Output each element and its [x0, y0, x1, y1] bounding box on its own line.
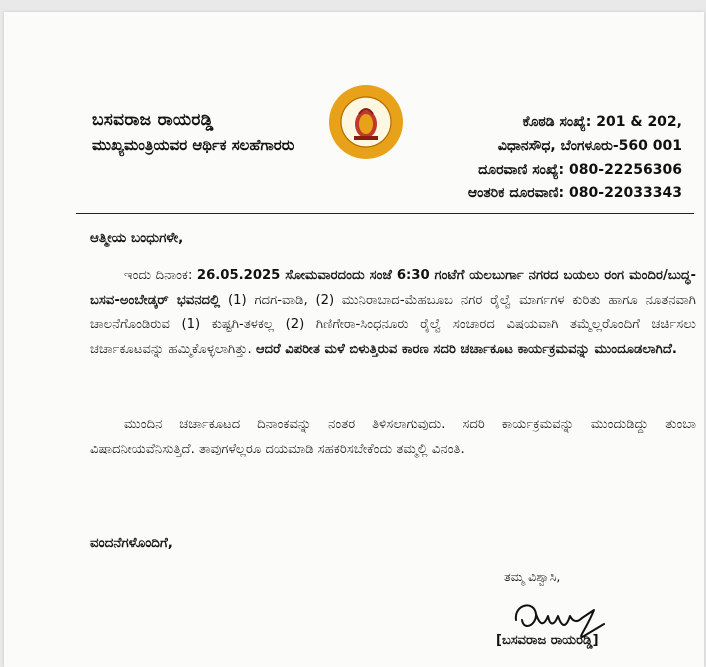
closing: ವಂದನೆಗಳೊಂದಿಗೆ,	[90, 535, 173, 551]
body-paragraph-2: ಮುಂದಿನ ಚರ್ಚಾಕೂಟದ ದಿನಾಂಕವನ್ನು ನಂತರ ತಿಳಿಸಲಾಗುವುದು. ಸದರಿ ಕಾರ್ಯಕ್ರಮವನ್ನು ಮುಂದುಡಿದ್ದು ತುಂಬಾ ವಿಷಾದನೀಯವೆನಿಸುತ್ತಿದೆ. ತಾವುಗಳೆಲ್ಲರೂ ದಯಮಾಡಿ ಸಹಕರಿಸಬೇಕೆಂದು ತಮ್ಮಲ್ಲಿ ವಿನಂತಿ.	[90, 417, 696, 457]
signatory-name: [ಬಸವರಾಜ ರಾಯರಡ್ಡಿ]	[496, 633, 599, 648]
salutation: ಆತ್ಮೀಯ ಬಂಧುಗಳೇ,	[90, 230, 184, 246]
phone-number: ದೂರವಾಣಿ ಸಂಖ್ಯೆ: 080-22256306	[478, 162, 682, 178]
para1-bold: 26.05.2025 ಸೋಮವಾರದಂದು ಸಂಜೆ 6:30 ಗಂಟೆಗೆ ಯಲಬುರ್ಗಾ ನಗರದ ಬಯಲು ರಂಗ ಮಂದಿರ/ಬುದ್ಧ-ಬಸವ-ಅಂಬೇಡ್ಕರ್ ಭವನದಲ್ಲಿ	[90, 268, 696, 308]
para1-rest: (1) ಗದಗ-ವಾಡಿ, (2) ಮುನಿರಾಬಾದ-ಮೆಹಬೂಬ ನಗರ ರೈಲ್ವೆ ಮಾರ್ಗಗಳ ಕುರಿತು ಹಾಗೂ ನೂತನವಾಗಿ ಚಾಲನೆಗೊಂಡಿರುವ (1) ಕುಷ್ಟಗಿ-ತಳಕಲ್ಲ (2) ಗಿಣಿಗೇರಾ-ಸಿಂಧನೂರು ರೈಲ್ವೆ ಸಂಚಾರದ ವಿಷಯವಾಗಿ ತಮ್ಮೆಲ್ಲರೊಂದಿಗೆ ಚರ್ಚಿಸಲು ಚರ್ಚಾಕೂಟವನ್ನು ಹಮ್ಮಿಕೊಳ್ಳಲಾಗಿತ್ತು.	[90, 292, 696, 357]
internal-phone-number: ಆಂತರಿಕ ದೂರವಾಣಿ: 080-22033343	[467, 185, 682, 201]
para1-lead: ಇಂದು ದಿನಾಂಕ:	[124, 268, 197, 283]
yours-faithfully: ತಮ್ಮ ವಿಶ್ವಾಸಿ,	[504, 569, 561, 584]
body-paragraph-1	[90, 264, 696, 362]
letterhead-page	[4, 12, 704, 667]
karnataka-emblem-icon	[328, 84, 404, 160]
para1-tail-bold: ಆದರೆ ವಿಪರೀತ ಮಳೆ ಬಿಳುತ್ತಿರುವ ಕಾರಣ ಸದರಿ ಚರ್ಚಾಕೂಟ ಕಾರ್ಯಕ್ರಮವನ್ನು ಮುಂದೂಡಲಾಗಿದೆ.	[255, 341, 677, 357]
sender-name: ಬಸವರಾಜ ರಾಯರಡ್ಡಿ	[92, 110, 214, 130]
office-room-number: ಕೊಠಡಿ ಸಂಖ್ಯೆ: 201 & 202,	[522, 114, 682, 130]
office-address: ವಿಧಾನಸೌಧ, ಬೆಂಗಳೂರು-560 001	[497, 138, 682, 154]
header-divider	[76, 213, 694, 214]
sender-role: ಮುಖ್ಯಮಂತ್ರಿಯವರ ಆರ್ಥಿಕ ಸಲಹೆಗಾರರು	[92, 136, 295, 154]
